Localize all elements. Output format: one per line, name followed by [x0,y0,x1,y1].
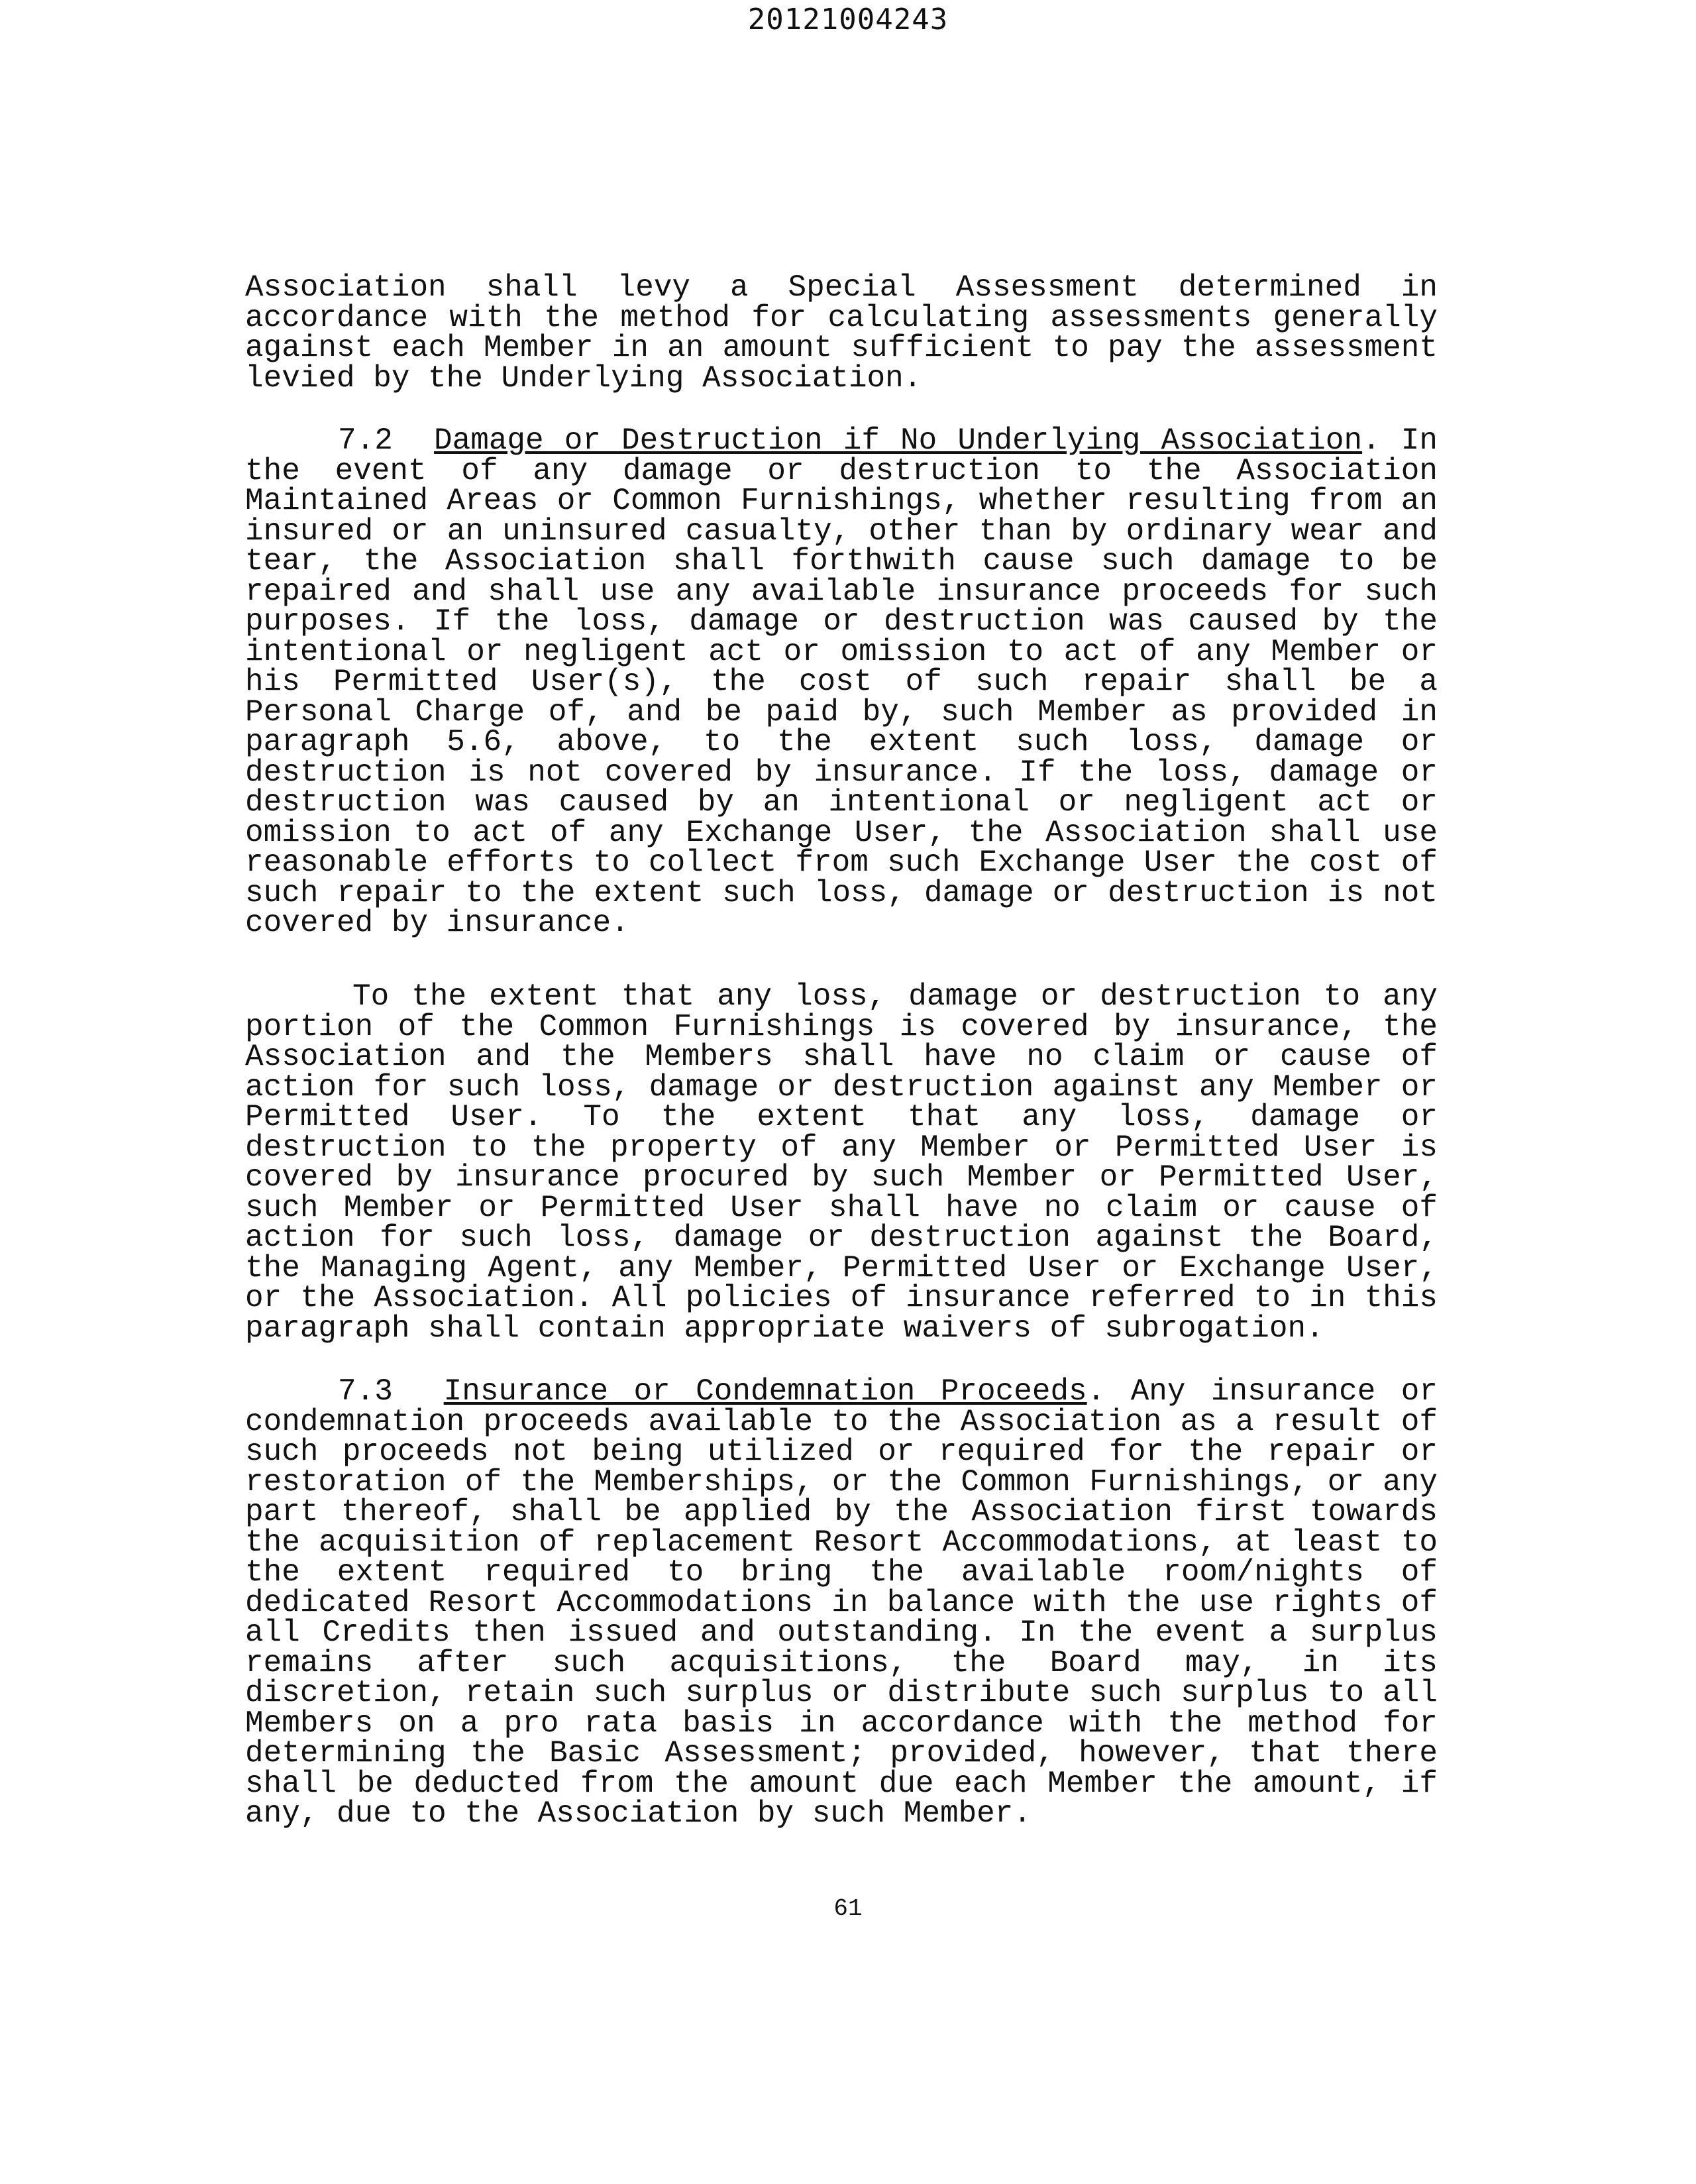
section-7-2 [245,423,1438,940]
section-7-3-number: 7.3 [338,1374,393,1409]
document-number: 20121004243 [747,3,949,36]
section-7-2-heading: Damage or Destruction if No Underlying Association [434,423,1363,458]
section-7-3-body: . Any insurance or condemnation proceeds available to the Association as a result of such proceeds not being utilized or required for the repair or restoration of the Memberships, or the Common Furnishings, or any part thereof, shall be applied by the Association first towards the acquisition of replacement Resort Accommodations, at least to the extent required to bring the available room/nights of dedicated Resort Accommodations in balance with the use rights of all Credits then issued and outstanding. In the event a surplus remains after such acquisitions, the Board may, in its discretion, retain such surplus or distribute such surplus to all Members on a pro rata basis in accordance with the method for determining the Basic Assessment; provided, however, that there shall be deducted from the amount due each Member the amount, if any, due to the Association by such Member. [245,1374,1438,1831]
section-7-3 [245,1374,1438,1831]
section-7-3-heading: Insurance or Condemnation Proceeds [443,1374,1087,1409]
section-7-2-body: . In the event of any damage or destruction to the Association Maintained Areas or Common Furnishings, whether resulting from an insured or an uninsured casualty, other than by ordinary wear and tear, the Association shall forthwith cause such damage to be repaired and shall use any available insurance proceeds for such purposes. If the loss, damage or destruction was caused by the intentional or negligent act or omission to act of any Member or his Permitted User(s), the cost of such repair shall be a Personal Charge of, and be paid by, such Member as provided in paragraph 5.6, above, to the extent such loss, damage or destruction is not covered by insurance. If the loss, damage or destruction was caused by an intentional or negligent act or omission to act of any Exchange User, the Association shall use reasonable efforts to collect from such Exchange User the cost of such repair to the extent such loss, damage or destruction is not covered by insurance. [245,423,1438,940]
section-7-2-number: 7.2 [338,423,393,458]
paragraph-continuation: Association shall levy a Special Assessment determined in accordance with the method for calculating assessments generally against each Member in an amount sufficient to pay the assessment levied by the Underlying Association. [245,270,1438,396]
paragraph-insurance-waiver: To the extent that any loss, damage or destruction to any portion of the Common Furnishings is covered by insurance, the Association and the Members shall have no claim or cause of action for such loss, damage or destruction against any Member or Permitted User. To the extent that any loss, damage or destruction to the property of any Member or Permitted User is covered by insurance procured by such Member or Permitted User, such Member or Permitted User shall have no claim or cause of action for such loss, damage or destruction against the Board, the Managing Agent, any Member, Permitted User or Exchange User, or the Association. All policies of insurance referred to in this paragraph shall contain appropriate waivers of subrogation. [245,979,1438,1346]
page-number: 61 [833,1895,863,1922]
